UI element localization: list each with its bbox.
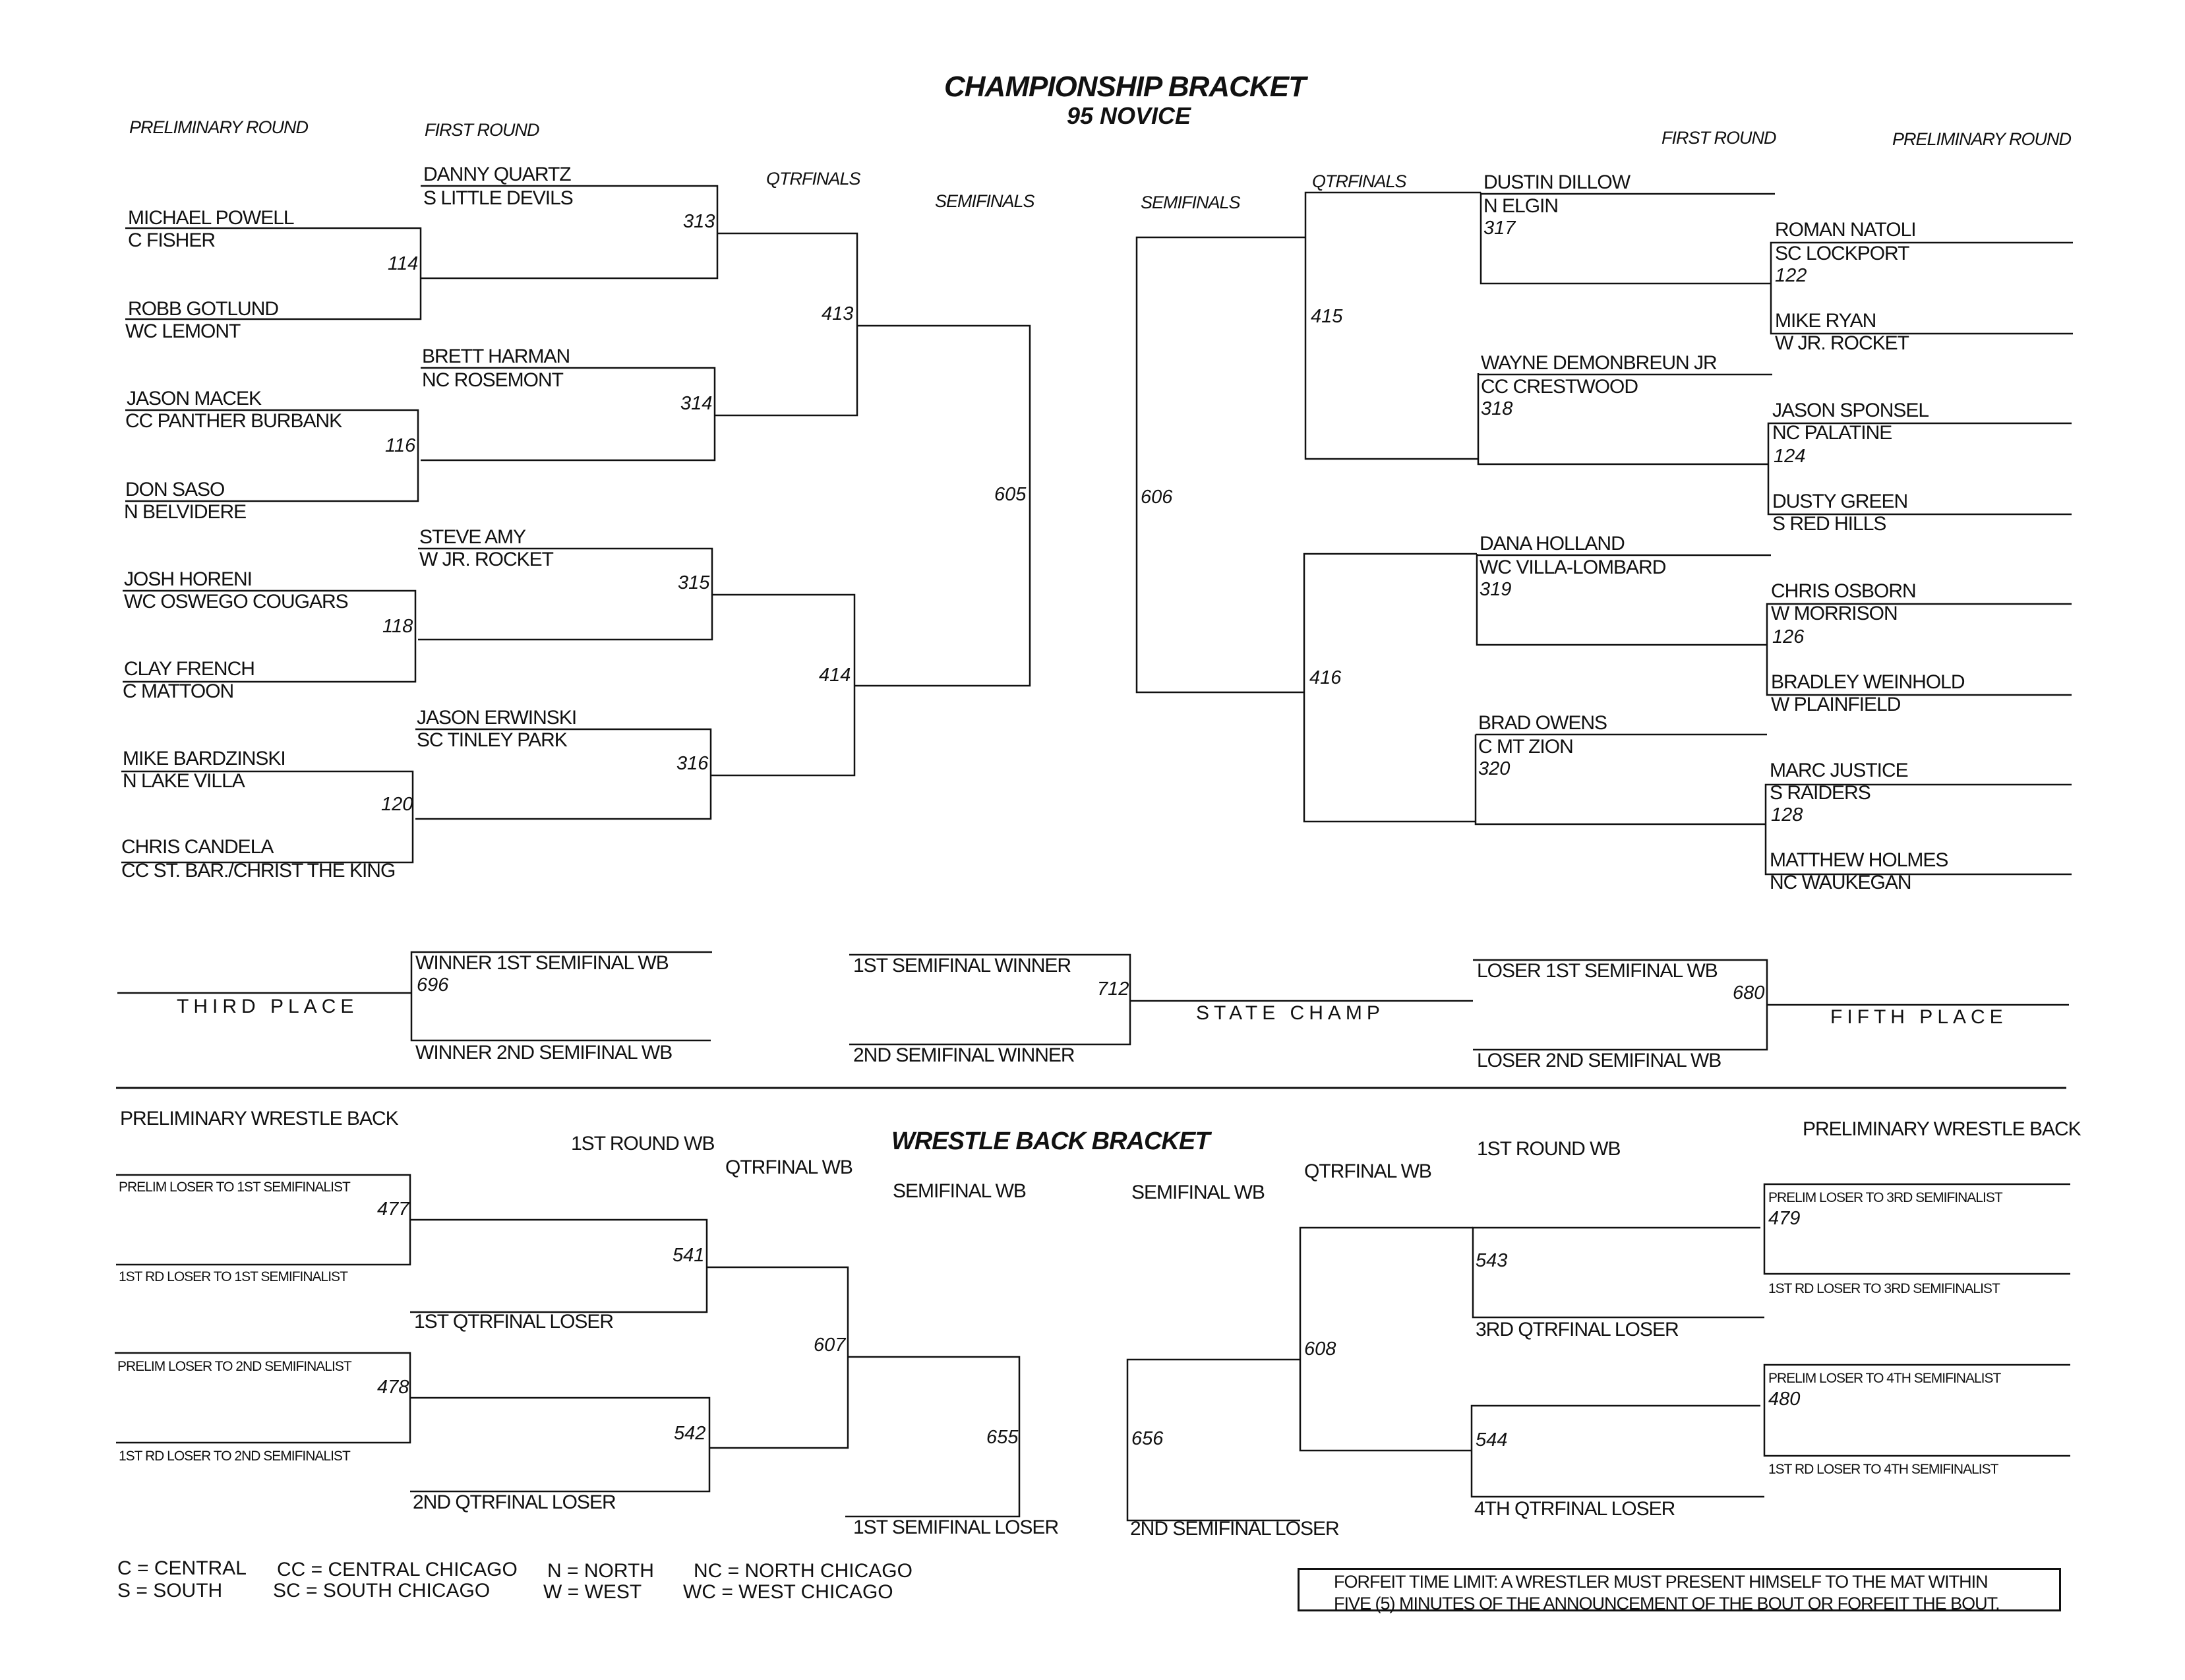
- wrestler-name: MICHAEL POWELL: [128, 207, 294, 229]
- bout-number: 118: [382, 616, 413, 637]
- label-right-prelim: PRELIMINARY ROUND: [1892, 129, 2072, 149]
- bout-number: 319: [1480, 579, 1512, 600]
- wrestler-school: NC WAUKEGAN: [1770, 872, 1911, 893]
- wrestler-school: S LITTLE DEVILS: [423, 187, 573, 209]
- wrestler-name: DANA HOLLAND: [1480, 533, 1625, 555]
- label-wb-right-semi: SEMIFINAL WB: [1131, 1182, 1265, 1203]
- bout-number: 542: [674, 1423, 706, 1444]
- wrestler-name: STEVE AMY: [419, 526, 526, 548]
- wb-entry: 1ST RD LOSER TO 2ND SEMIFINALIST: [119, 1449, 350, 1464]
- wrestler-name: JASON SPONSEL: [1772, 400, 1929, 421]
- wrestler-school: NC PALATINE: [1772, 422, 1892, 444]
- label-wb-left-prelim: PRELIMINARY WRESTLE BACK: [120, 1108, 398, 1129]
- wrestler-school: WC VILLA-LOMBARD: [1480, 556, 1666, 578]
- wrestler-name: DANNY QUARTZ: [423, 164, 571, 185]
- third-place-entry: WINNER 1ST SEMIFINAL WB: [415, 952, 669, 974]
- state-champ-entry: 2ND SEMIFINAL WINNER: [853, 1044, 1075, 1066]
- wrestler-school: N LAKE VILLA: [123, 770, 245, 792]
- wrestler-name: JASON MACEK: [127, 388, 262, 409]
- division-subtitle: 95 NOVICE: [1067, 102, 1191, 129]
- wrestler-name: CHRIS OSBORN: [1771, 580, 1916, 602]
- state-champ-entry: 1ST SEMIFINAL WINNER: [853, 955, 1071, 976]
- wrestler-name: BRAD OWENS: [1478, 712, 1607, 734]
- wrestler-school: NC ROSEMONT: [422, 369, 563, 391]
- wrestler-name: DUSTY GREEN: [1772, 491, 1908, 512]
- wrestler-school: CC PANTHER BURBANK: [125, 410, 342, 432]
- wrestler-name: DON SASO: [125, 479, 225, 500]
- wb-entry: PRELIM LOSER TO 4TH SEMIFINALIST: [1768, 1371, 2001, 1386]
- legend-south-chicago: SC = SOUTH CHICAGO: [273, 1580, 491, 1602]
- wrestler-school: S RED HILLS: [1772, 513, 1886, 535]
- wrestler-name: BRADLEY WEINHOLD: [1771, 671, 1965, 693]
- page-title: CHAMPIONSHIP BRACKET: [944, 71, 1305, 103]
- wrestler-name: MIKE RYAN: [1775, 310, 1876, 332]
- wrestler-name: CHRIS CANDELA: [121, 836, 274, 858]
- forfeit-notice: [1298, 1568, 2061, 1611]
- wrestler-school: CC ST. BAR./CHRIST THE KING: [121, 860, 396, 882]
- label-wb-left-qtr: QTRFINAL WB: [725, 1156, 853, 1178]
- wb-qtr-loser: 4TH QTRFINAL LOSER: [1474, 1498, 1675, 1520]
- wb-qtr-loser: 3RD QTRFINAL LOSER: [1476, 1319, 1679, 1340]
- wrestler-name: MARC JUSTICE: [1770, 760, 1908, 781]
- legend-central-chicago: CC = CENTRAL CHICAGO: [277, 1559, 518, 1580]
- wrestler-school: W PLAINFIELD: [1771, 694, 1901, 715]
- wrestler-school: C MATTOON: [123, 680, 234, 702]
- bout-number: 680: [1733, 982, 1765, 1004]
- bout-number: 318: [1481, 398, 1513, 419]
- bout-number: 541: [673, 1245, 705, 1266]
- bout-number: 712: [1097, 978, 1129, 1000]
- bout-number: 316: [676, 753, 709, 774]
- label-right-semi: SEMIFINALS: [1141, 193, 1240, 212]
- wb-semi-loser: 1ST SEMIFINAL LOSER: [853, 1516, 1059, 1538]
- bout-number: 605: [994, 484, 1027, 505]
- bout-number: 480: [1768, 1389, 1801, 1410]
- wrestler-school: S RAIDERS: [1770, 782, 1871, 804]
- bout-number: 478: [377, 1377, 409, 1398]
- bout-number: 126: [1772, 626, 1805, 647]
- fifth-place-entry: LOSER 2ND SEMIFINAL WB: [1477, 1050, 1721, 1071]
- wb-entry: PRELIM LOSER TO 1ST SEMIFINALIST: [119, 1180, 350, 1195]
- bout-number: 114: [388, 253, 419, 274]
- label-right-qtr: QTRFINALS: [1312, 171, 1406, 191]
- fifth-place-label: FIFTH PLACE: [1830, 1006, 2008, 1028]
- legend-south: S = SOUTH: [117, 1580, 223, 1602]
- wrestler-school: W MORRISON: [1771, 603, 1898, 624]
- forfeit-line-2: FIVE (5) MINUTES OF THE ANNOUNCEMENT OF THE BOUT OR FORFEIT THE BOUT.: [1334, 1594, 2000, 1613]
- bout-number: 314: [680, 393, 713, 414]
- bout-number: 416: [1309, 667, 1342, 688]
- wrestler-name: DUSTIN DILLOW: [1483, 171, 1631, 193]
- bout-number: 543: [1476, 1250, 1508, 1271]
- wrestler-school: N BELVIDERE: [124, 501, 247, 523]
- wb-entry: PRELIM LOSER TO 3RD SEMIFINALIST: [1768, 1190, 2002, 1205]
- label-left-semi: SEMIFINALS: [935, 191, 1034, 211]
- wb-entry: 1ST RD LOSER TO 3RD SEMIFINALIST: [1768, 1281, 2000, 1296]
- wrestler-school: C MT ZION: [1478, 736, 1573, 758]
- bout-number: 656: [1131, 1428, 1164, 1449]
- bout-number: 120: [381, 794, 413, 815]
- label-wb-left-first: 1ST ROUND WB: [571, 1133, 715, 1155]
- label-wb-right-qtr: QTRFINAL WB: [1304, 1160, 1431, 1182]
- bout-number: 413: [822, 303, 854, 324]
- forfeit-line-1: FORFEIT TIME LIMIT: A WRESTLER MUST PRESENT HIMSELF TO THE MAT WITHIN: [1334, 1572, 1988, 1592]
- bout-number: 479: [1768, 1208, 1801, 1229]
- bout-number: 544: [1476, 1429, 1508, 1451]
- wrestler-school: CC CRESTWOOD: [1481, 376, 1638, 398]
- bout-number: 655: [986, 1427, 1019, 1448]
- legend-central: C = CENTRAL: [117, 1557, 247, 1579]
- state-champ-label: STATE CHAMP: [1196, 1002, 1385, 1024]
- wrestler-name: MIKE BARDZINSKI: [123, 748, 285, 769]
- wrestler-name: ROMAN NATOLI: [1775, 219, 1916, 241]
- bout-number: 415: [1311, 306, 1343, 327]
- legend-west: W = WEST: [543, 1581, 642, 1603]
- wrestler-name: MATTHEW HOLMES: [1770, 849, 1948, 871]
- bout-number: 607: [814, 1335, 846, 1356]
- wrestler-name: JOSH HORENI: [124, 568, 253, 590]
- bout-number: 696: [417, 975, 449, 996]
- bout-number: 608: [1304, 1338, 1336, 1360]
- bout-number: 128: [1771, 804, 1803, 825]
- legend-north: N = NORTH: [547, 1560, 654, 1582]
- wrestler-name: WAYNE DEMONBREUN JR: [1481, 352, 1717, 374]
- wrestler-name: JASON ERWINSKI: [417, 707, 577, 729]
- bout-number: 122: [1775, 265, 1807, 286]
- fifth-place-entry: LOSER 1ST SEMIFINAL WB: [1477, 960, 1718, 982]
- wb-semi-loser: 2ND SEMIFINAL LOSER: [1130, 1518, 1339, 1540]
- wrestler-school: W JR. ROCKET: [1775, 332, 1909, 354]
- legend-north-chicago: NC = NORTH CHICAGO: [694, 1560, 913, 1582]
- third-place-label: THIRD PLACE: [177, 996, 359, 1017]
- wrestler-school: WC OSWEGO COUGARS: [124, 591, 348, 613]
- label-left-first: FIRST ROUND: [425, 120, 539, 140]
- wb-entry: 1ST RD LOSER TO 1ST SEMIFINALIST: [119, 1269, 347, 1284]
- bout-number: 116: [385, 435, 416, 456]
- wrestler-school: SC LOCKPORT: [1775, 243, 1909, 264]
- legend-west-chicago: WC = WEST CHICAGO: [683, 1581, 893, 1603]
- label-left-qtr: QTRFINALS: [766, 169, 860, 189]
- label-left-prelim: PRELIMINARY ROUND: [129, 117, 309, 137]
- bout-number: 606: [1141, 487, 1173, 508]
- bout-number: 315: [678, 572, 710, 593]
- wrestler-school: N ELGIN: [1483, 195, 1559, 217]
- wrestle-back-title: WRESTLE BACK BRACKET: [891, 1127, 1210, 1155]
- bout-number: 124: [1774, 446, 1806, 467]
- wrestler-name: CLAY FRENCH: [124, 658, 254, 680]
- bout-number: 477: [377, 1199, 409, 1220]
- bout-number: 313: [683, 211, 715, 232]
- wrestler-name: BRETT HARMAN: [422, 345, 570, 367]
- third-place-entry: WINNER 2ND SEMIFINAL WB: [415, 1042, 673, 1064]
- label-wb-left-semi: SEMIFINAL WB: [893, 1180, 1026, 1202]
- label-right-first: FIRST ROUND: [1661, 128, 1776, 148]
- wb-entry: PRELIM LOSER TO 2ND SEMIFINALIST: [117, 1359, 351, 1374]
- bout-number: 320: [1478, 758, 1511, 779]
- wb-qtr-loser: 1ST QTRFINAL LOSER: [414, 1311, 614, 1333]
- wrestler-school: C FISHER: [128, 229, 216, 251]
- wb-entry: 1ST RD LOSER TO 4TH SEMIFINALIST: [1768, 1462, 1998, 1477]
- label-wb-right-first: 1ST ROUND WB: [1477, 1138, 1621, 1160]
- label-wb-right-prelim: PRELIMINARY WRESTLE BACK: [1803, 1118, 2081, 1140]
- bout-number: 414: [819, 665, 851, 686]
- wb-qtr-loser: 2ND QTRFINAL LOSER: [413, 1491, 616, 1513]
- bout-number: 317: [1483, 218, 1516, 239]
- wrestler-school: WC LEMONT: [125, 320, 241, 342]
- wrestler-name: ROBB GOTLUND: [128, 298, 279, 320]
- wrestler-school: SC TINLEY PARK: [417, 729, 567, 751]
- wrestler-school: W JR. ROCKET: [419, 549, 553, 570]
